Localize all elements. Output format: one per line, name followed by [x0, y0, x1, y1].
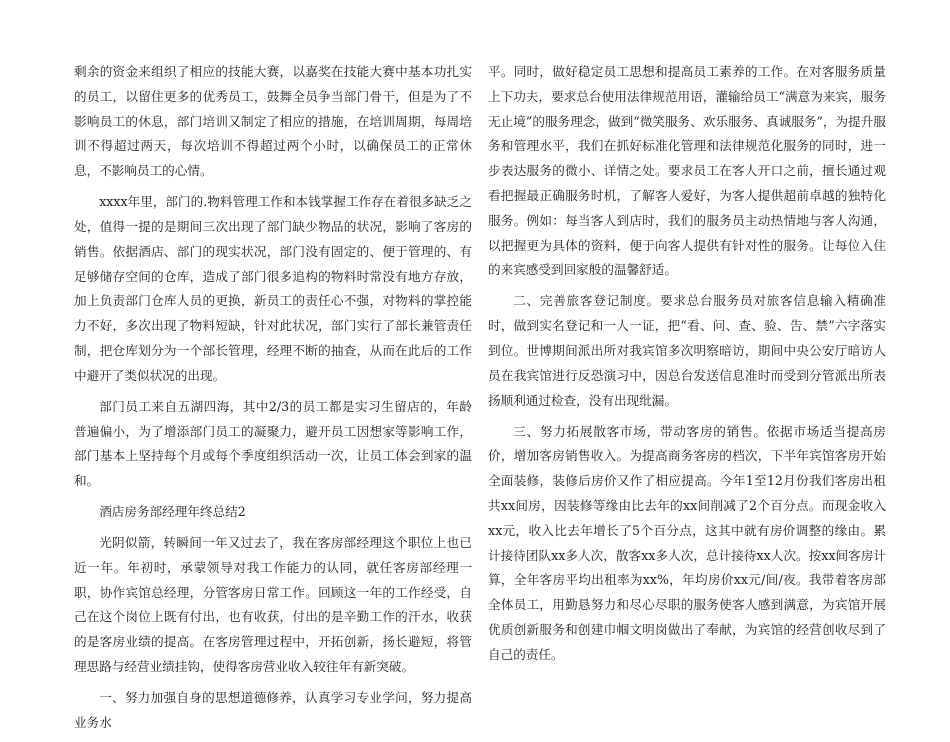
paragraph: 一、努力加强自身的思想道德修养，认真学习专业学问，努力提高业务水	[74, 690, 472, 730]
section-heading: 酒店房务部经理年终总结2	[99, 504, 246, 520]
paragraph: 部门员工来自五湖四海，其中2/3的员工都是实习生留店的，年龄普遍偏小，为了增添部门员工的凝聚力，避开员工因想家等影响工作，部门基本上坚持每个月或每个季度组织活动一次，让员工体会到家的温和。	[74, 398, 472, 489]
paragraph: xxxx年里，部门的.物料管理工作和本钱掌握工作存在着很多缺乏之处，值得一提的是期间三次出现了部门缺少物品的状况，影响了客房的销售。依据酒店、部门的现实状况，部门没有固定的、便于管理的、有足够储存空间的仓库，造成了部门很多追构的物料时常没有地方存放，加上负责部门仓库人员的更换，新员工的责任心不强，对物料的掌控能力不好，多次出现了物料短缺，针对此状况，部门实行了部长兼管责任制，把仓库划分为一个部长管理，经理不断的抽查，从而在此后的工作中避开了类似状况的出现。	[74, 194, 472, 383]
paragraph: 二、完善旅客登记制度。要求总台服务员对旅客信息输入精确准时，做到实名登记和一人一证，把“看、问、查、验、告、禁”六字落实到位。世博期间派出所对我宾馆多次明察暗访，期间中央公安厅暗访人员在我宾馆进行反恐演习中，因总台发送信息准时而受到分管派出所表扬顺利通过检查，没有出现纰漏。	[488, 293, 886, 408]
paragraph: 光阴似箭，转瞬间一年又过去了，我在客房部经理这个职位上也已近一年。年初时，承蒙领导对我工作能力的认同，就任客房部经理一职，协作宾馆总经理，分管客房日常工作。回顾这一年的工作经受，自己在这个岗位上既有付出，也有收获，付出的是辛勤工作的汗水，收获的是客房业绩的提高。在客房管理过程中，开拓创新，扬长避短，将管理思路与经营业绩挂钩，使得客房营业收入较往年有新突破。	[74, 535, 472, 675]
paragraph: 平。同时，做好稳定员工思想和提高员工素养的工作。在对客服务质量上下功夫，要求总台使用法律规范用语，灌输给员工“满意为来宾，服务无止境”的服务理念，做到“微笑服务、欢乐服务、真诚服务”，为提升服务和管理水平，我们在抓好标准化管理和法律规范化服务的同时，进一步表达服务的微小、详情之处。要求员工在客人开口之前，擅长通过观看把握最正确服务时机，了解客人爱好，为客人提供超前卓越的独特化服务。例如：每当客人到店时，我们的服务员主动热情地与客人沟通，以把握更为具体的资料，便于向客人提供有针对性的服务。让每位入住的来宾感受到回家般的温馨舒适。	[488, 64, 886, 278]
paragraph: 剩余的资金来组织了相应的技能大赛，以嘉奖在技能大赛中基本功扎实的员工，以留住更多的优秀员工，鼓舞全员争当部门骨干，但是为了不影响员工的休息，部门培训又制定了相应的措施，在培训周期，每周培训不得超过两天，每次培训不得超过两个小时，以确保员工的正常休息，不影响员工的心情。	[74, 64, 472, 179]
right-column	[488, 60, 886, 674]
left-column	[74, 60, 472, 742]
paragraph: 三、努力拓展散客市场，带动客房的销售。依据市场适当提高房价，增加客房销售收入。为提高商务客房的档次，下半年宾馆客房开始全面装修，装修后房价又作了相应提高。今年1至12月份我们客房出租共xx间房，因装修等缘由比去年的xx间削减了2个百分点。而现金收入xx元，收入比去年增长了5个百分点，这其中就有房价调整的缘由。累计接待团队xx多人次，散客xx多人次，总计接待xx人次。按xx间客房计算，全年客房平均出租率为xx%，年均房价xx元/间/夜。我带着客房部全体员工，用勤恳努力和尽心尽职的服务使客人感到满意，为宾馆开展优质创新服务和创建巾帼文明岗做出了奉献，为宾馆的经营创收尽到了自己的责任。	[488, 423, 886, 662]
